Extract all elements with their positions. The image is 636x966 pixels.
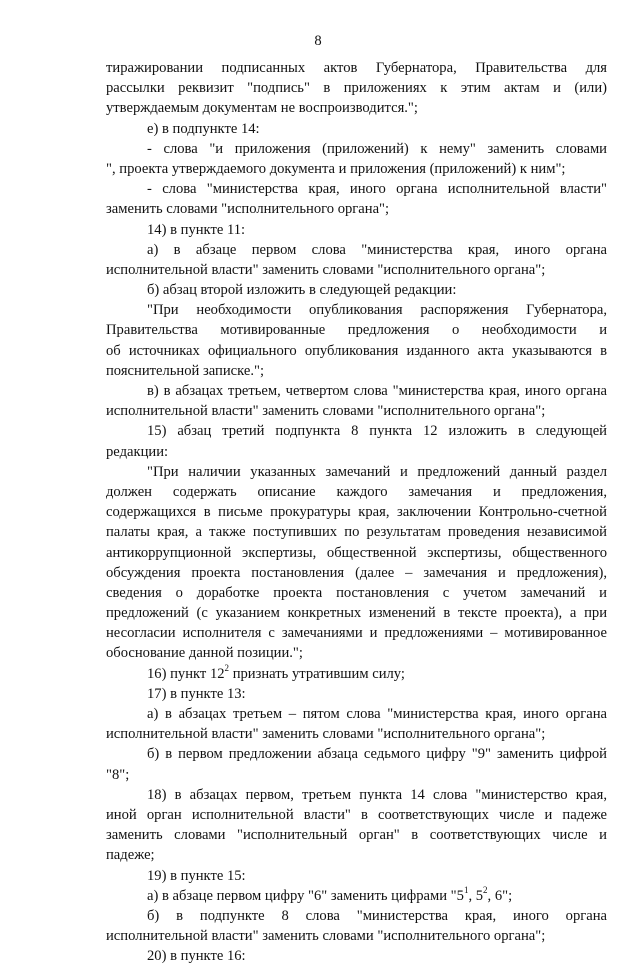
text-line: 19) в пункте 15: [147,867,246,884]
text-line: "8"; [106,766,130,783]
text-line: исполнительной власти" заменить словами "исполнительного органа"; [106,726,546,743]
text-line: б) в первом предложении абзаца седьмого цифру "9" заменить цифрой [147,746,607,763]
text-line: иной орган исполнительной власти" в соответствующих числе и падеже [106,806,607,823]
text-line: 17) в пункте 13: [147,685,246,702]
text-line: 20) в пункте 16: [147,948,246,965]
text-line: обоснование данной позиции."; [106,645,303,662]
superscript: 2 [224,662,230,673]
text-run: , 6"; [487,887,513,904]
text-line: предложений (с указанием конкретных изменений в тексте проекта), а при [106,605,607,622]
text-line: - слова "и приложения (приложений) к нему" заменить словами [147,140,607,157]
text-line: - слова "министерства края, иного органа исполнительной власти" [147,181,607,198]
text-line [106,664,607,684]
text-line: б) абзац второй изложить в следующей редакции: [147,282,457,299]
text-line: "При необходимости опубликования распоряжения Губернатора, [147,302,607,319]
text-line: рассылки реквизит "подпись" в приложениях к этим актам и (или) [106,80,607,97]
text-line: 15) абзац третий подпункта 8 пункта 12 изложить в следующей [147,423,607,440]
text-line: тиражировании подписанных актов Губернатора, Правительства для [106,60,607,76]
text-line: антикоррупционной экспертизы, общественной экспертизы, общественного [106,544,607,561]
text-line: 14) в пункте 11: [147,221,246,238]
text-line: исполнительной власти" заменить словами "исполнительного органа"; [106,928,546,945]
text-line: обсуждения проекта постановления (далее – замечания и предложения), [106,564,607,581]
text-line: ", проекта утверждаемого документа и приложения (приложений) к ним"; [106,160,566,177]
text-line: заменить словами "исполнительного органа"; [106,201,390,218]
superscript: 2 [483,884,488,895]
text-line: утверждаемым документам не воспроизводится."; [106,100,418,117]
text-run: признать утратившим силу; [229,665,405,682]
text-line: падеже; [106,847,155,864]
text-line: редакции: [106,443,169,460]
text-line: несогласии исполнителя с замечаниями и предложениями – мотивированное [106,625,607,642]
superscript: 1 [463,884,469,895]
text-line: а) в абзаце первом слова "министерства края, иного органа [147,241,607,258]
text-run: , 5 [468,887,484,904]
text-line: исполнительной власти" заменить словами "исполнительного органа"; [106,403,546,420]
text-line: а) в абзацах третьем – пятом слова "министерства края, иного органа [147,706,607,722]
text-line: е) в подпункте 14: [147,120,260,137]
text-line: исполнительной власти" заменить словами "исполнительного органа"; [106,261,546,278]
text-line: пояснительной записке."; [106,362,265,379]
text-run: 16) пункт 12 [147,665,225,682]
text-line [106,886,607,906]
text-run: а) в абзаце первом цифру "6" заменить цифрами "5 [147,887,464,904]
document-body [106,58,607,966]
text-line: сведения о доработке проекта постановления с учетом замечаний и [106,584,607,601]
text-line: в) в абзацах третьем, четвертом слова "министерства края, иного органа [147,383,607,399]
text-line: "При наличии указанных замечаний и предложений данный раздел [147,463,607,480]
text-line: б) в подпункте 8 слова "министерства края, иного органа [147,907,607,924]
text-line: заменить словами "исполнительный орган" в соответствующих числе и [106,827,607,844]
text-line: об источниках официального опубликования изданного акта указываются в [106,342,607,359]
text-line: 18) в абзацах первом, третьем пункта 14 слова "министерство края, [147,786,607,803]
text-line: палаты края, а также поступивших по результатам проведения независимой [106,524,607,541]
page-number: 8 [314,33,322,49]
text-line: содержащихся в письме прокуратуры края, заключении Контрольно-счетной [106,504,607,521]
text-line: Правительства мотивированные предложения о необходимости и [106,322,607,339]
text-line: должен содержать описание каждого замечания и предложения, [106,483,607,500]
